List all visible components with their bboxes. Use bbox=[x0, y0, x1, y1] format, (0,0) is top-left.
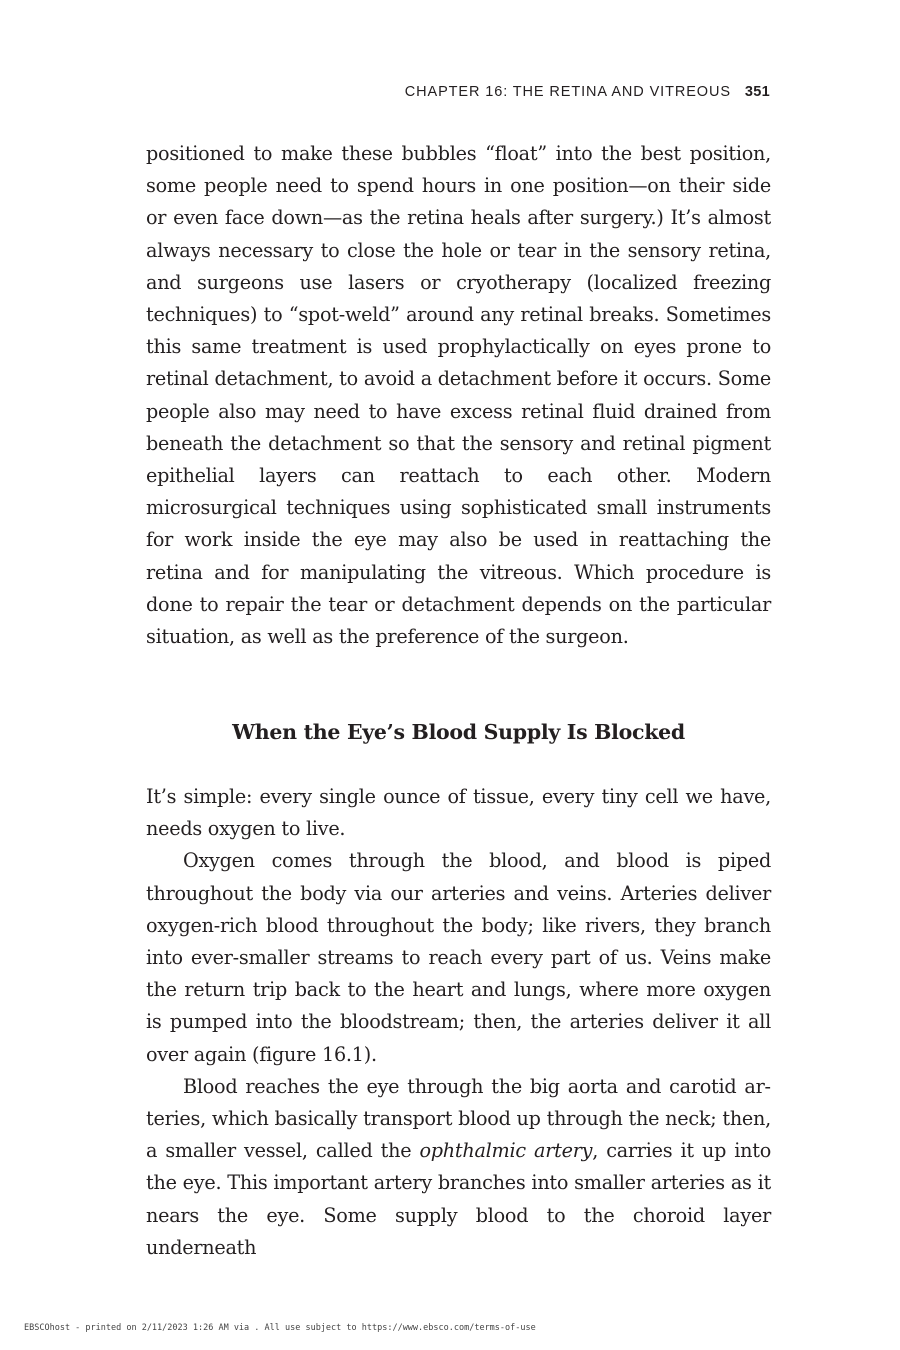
ophthalmic-artery-term: ophthalmic artery bbox=[419, 1139, 593, 1163]
paragraph-3-after: , carries it up into the eye. This important artery branches into smaller arteries as it nears the eye. Some supply blood to the choroid layer underneath bbox=[146, 1139, 771, 1259]
continued-paragraph: positioned to make these bubbles “float” into the best position, some people need to spend hours in one position—on their side or even face down—as the retina heals after surgery.) It’s almost always necessary to close the hole or tear in the sensory retina, and surgeons use lasers or cryotherapy (localized freezing techniques) to “spot-weld” around any retinal breaks. Sometimes this same treatment is used prophylactically on eyes prone to retinal detachment, to avoid a detachment before it occurs. Some people also may need to have excess retinal fluid drained from beneath the detachment so that the sensory and retinal pigment epithelial layers can reattach to each other. Modern microsurgical techniques using sophisticated small instruments for work inside the eye may also be used in reattaching the retina and for manipulating the vitreous. Which procedure is done to repair the tear or detachment depends on the particular situation, as well as the preference of the surgeon. bbox=[146, 142, 771, 649]
paragraph-3-before: Blood reaches the eye through the big aorta and carotid arteries, which basically transport blood up through the neck; then, a smaller vessel, called the bbox=[146, 1074, 771, 1163]
paragraph-3 bbox=[146, 1071, 771, 1264]
body-text-top bbox=[146, 138, 771, 653]
paragraph-1: It’s simple: every single ounce of tissue, every tiny cell we have, needs oxygen to live. bbox=[146, 785, 771, 841]
chapter-title: CHAPTER 16: THE RETINA AND VITREOUS bbox=[404, 84, 731, 100]
page-number: 351 bbox=[744, 84, 770, 100]
ebsco-footer: EBSCOhost - printed on 2/11/2023 1:26 AM via . All use subject to https://www.ebsco.com/terms-of-use bbox=[24, 1323, 536, 1333]
paragraph-2: Oxygen comes through the blood, and blood is piped throughout the body via our arteries and veins. Arteries deliver oxygen-rich blood throughout the body; like rivers, they branch into ever-smaller streams to reach every part of us. Veins make the return trip back to the heart and lungs, where more oxygen is pumped into the bloodstream; then, the arteries deliver it all over again (figure 16.1). bbox=[146, 849, 771, 1066]
body-text-section bbox=[146, 781, 771, 1264]
running-head bbox=[405, 84, 770, 100]
section-heading: When the Eye’s Blood Supply Is Blocked bbox=[232, 720, 685, 744]
